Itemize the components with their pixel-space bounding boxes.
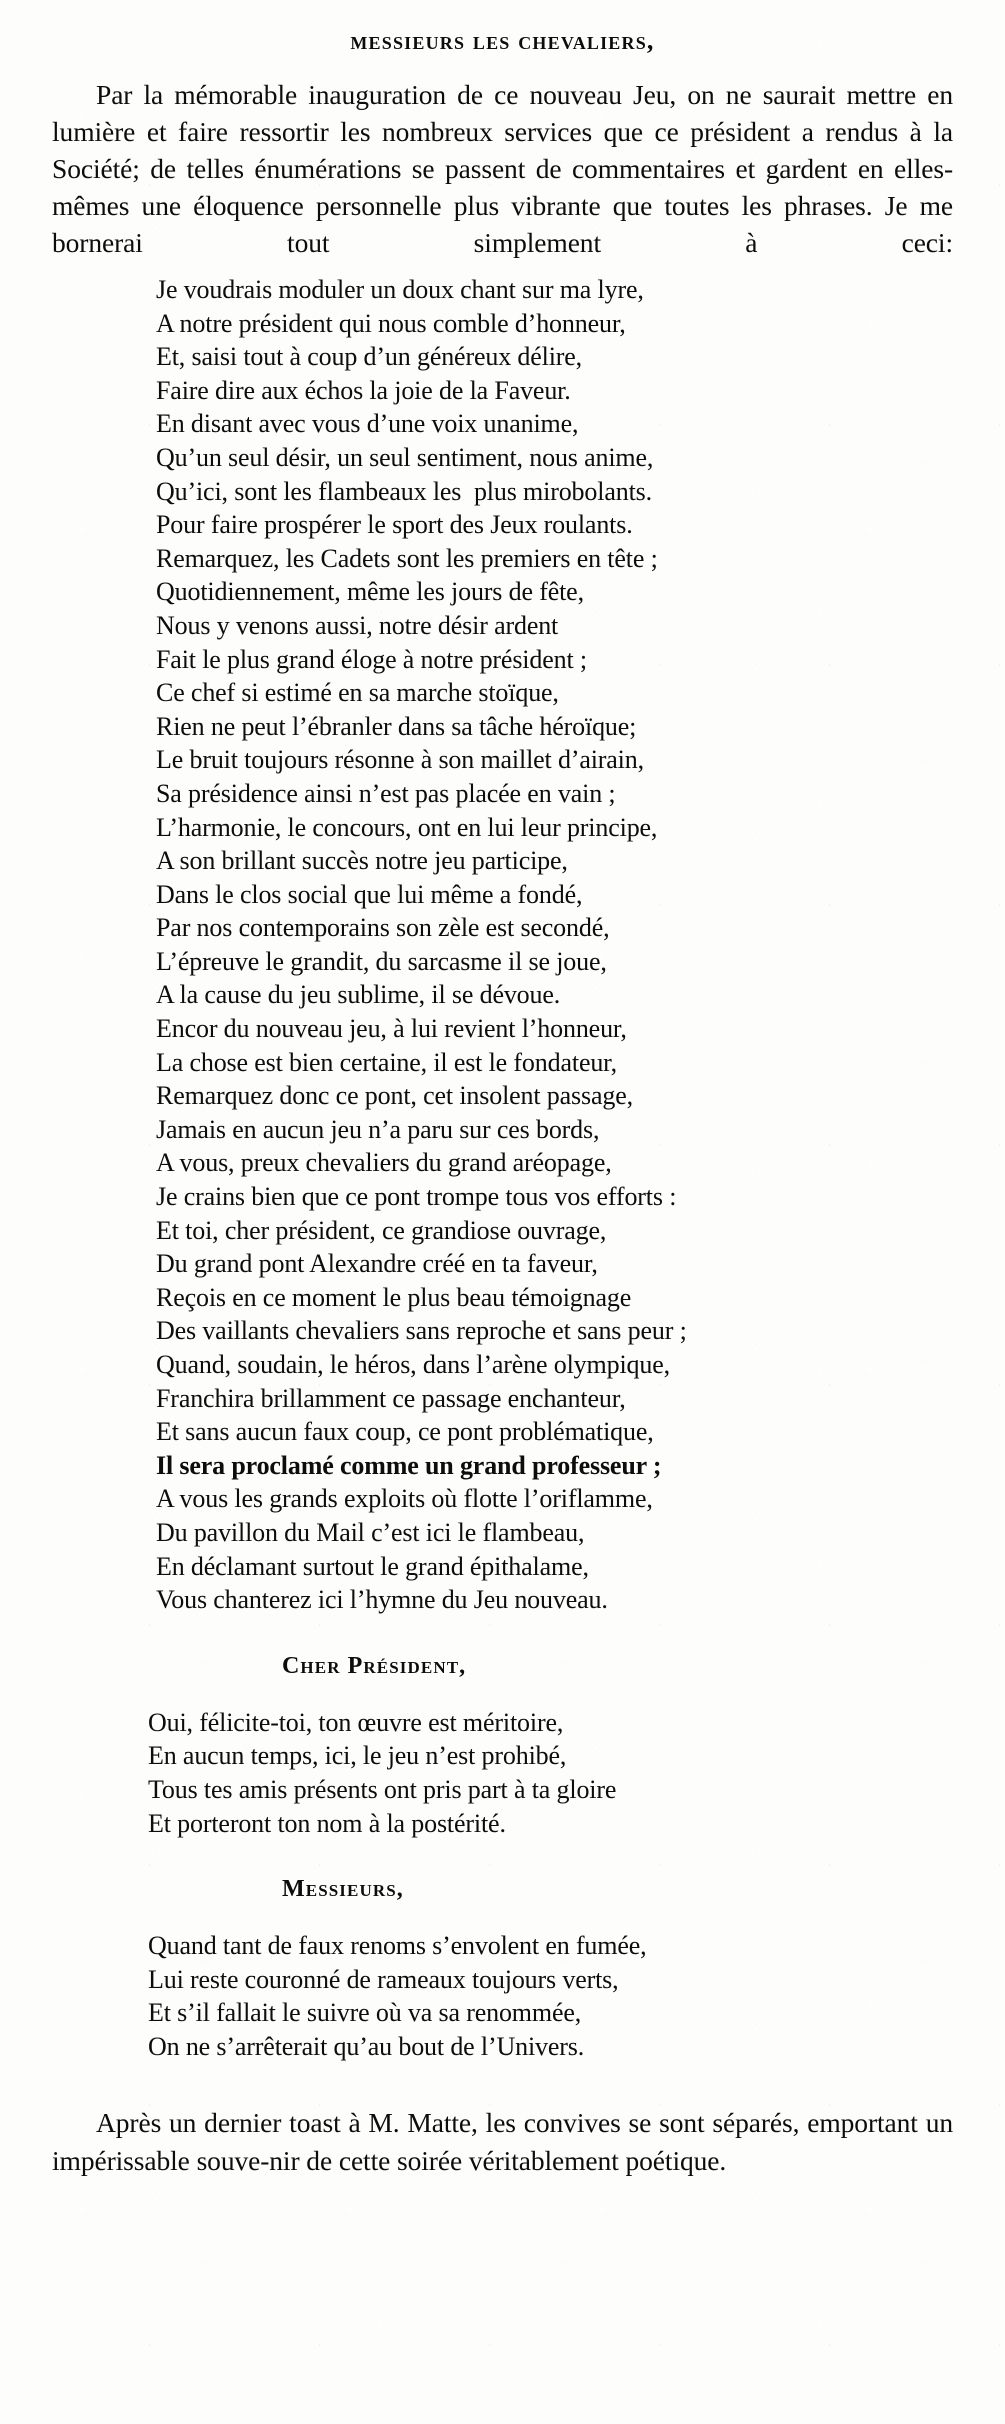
verse-line: Reçois en ce moment le plus beau témoignage — [156, 1282, 632, 1312]
verse-line: Je voudrais moduler un doux chant sur ma lyre, — [156, 275, 644, 304]
verse-line: Quand, soudain, le héros, dans l’arène olympique, — [156, 1350, 670, 1379]
verse-line: Vous chanterez ici l’hymne du Jeu nouveau. — [156, 1585, 608, 1615]
verse-line: Remarquez donc ce pont, cet insolent passage, — [156, 1081, 633, 1111]
verse-line: En disant avec vous d’une voix unanime, — [156, 409, 579, 439]
verse-line: A son brillant succès notre jeu participe, — [156, 846, 568, 876]
heading-cher-president: Cher Président, — [282, 1652, 467, 1679]
verse-line: Je crains bien que ce pont trompe tous vos efforts : — [156, 1182, 677, 1212]
verse-line: On ne s’arrêterait qu’au bout de l’Univers. — [148, 2031, 585, 2061]
verse-line: L’épreuve le grandit, du sarcasme il se joue, — [156, 946, 607, 976]
intro-paragraph: Par la mémorable inauguration de ce nouveau Jeu, on ne saurait mettre en lumière et faire ressortir les nombreux services que ce président a rendus à la Société; de telles énumérations se passent de commentaires et gardent en elles-mêmes une éloquence personnelle plus vibrante que toutes les phrases. Je me bornerai tout simplement à ceci: — [52, 79, 953, 258]
verse-line: Quotidiennement, même les jours de fête, — [156, 577, 584, 607]
verse-line: Jamais en aucun jeu n’a paru sur ces bords, — [156, 1114, 600, 1144]
verse-line: Oui, félicite-toi, ton œuvre est méritoire, — [148, 1707, 564, 1737]
verse-line: Qu’un seul désir, un seul sentiment, nous anime, — [156, 442, 654, 472]
verse-line: Qu’ici, sont les flambeaux les plus mirobolants. — [156, 476, 652, 506]
verse-line: Et toi, cher président, ce grandiose ouvrage, — [156, 1215, 607, 1245]
verse-line: Par nos contemporains son zèle est secondé, — [156, 913, 610, 943]
verse-line: Fait le plus grand éloge à notre président ; — [156, 644, 587, 674]
verse-line: Et s’il fallait le suivre où va sa renommée, — [148, 1998, 582, 2028]
verse-line: Encor du nouveau jeu, à lui revient l’honneur, — [156, 1014, 627, 1044]
verse-line: Tous tes amis présents ont pris part à ta gloire — [148, 1774, 617, 1804]
verse-line: Franchira brillamment ce passage enchanteur, — [156, 1383, 626, 1413]
verse-line: Quand tant de faux renoms s’envolent en fumée, — [148, 1931, 647, 1961]
verse-line: Le bruit toujours résonne à son maillet d’airain, — [156, 745, 644, 775]
verse-line: Et sans aucun faux coup, ce pont problématique, — [156, 1417, 654, 1447]
verse-line: En aucun temps, ici, le jeu n’est prohibé, — [148, 1741, 567, 1771]
heading-messieurs-les-chevaliers — [52, 26, 953, 56]
verse-line: Rien ne peut l’ébranler dans sa tâche héroïque; — [156, 711, 637, 741]
closing-paragraph: Après un dernier toast à M. Matte, les convives se sont séparés, emportant un impérissable souve-nir de cette soirée véritablement poétique. — [52, 2106, 953, 2176]
verse-line: A vous, preux chevaliers du grand aréopage, — [156, 1148, 612, 1178]
verse-line: Du grand pont Alexandre créé en ta faveur, — [156, 1249, 598, 1279]
verse-line: Lui reste couronné de rameaux toujours verts, — [148, 1964, 619, 1994]
verse-line: Et, saisi tout à coup d’un généreux délire, — [156, 342, 583, 372]
verse-line: A la cause du jeu sublime, il se dévoue. — [156, 980, 561, 1010]
verse-line: A vous les grands exploits où flotte l’oriflamme, — [156, 1484, 653, 1514]
verse-line: Faire dire aux échos la joie de la Faveur. — [156, 375, 571, 405]
verse-line: La chose est bien certaine, il est le fondateur, — [156, 1047, 618, 1077]
verse-line: Et porteront ton nom à la postérité. — [148, 1808, 506, 1838]
verse-line: Du pavillon du Mail c’est ici le flambeau, — [156, 1517, 585, 1547]
verse-line: En déclamant surtout le grand épithalame, — [156, 1551, 589, 1581]
verse-line: Ce chef si estimé en sa marche stoïque, — [156, 678, 559, 708]
verse-line: Pour faire prospérer le sport des Jeux roulants. — [156, 510, 633, 540]
poem-messieurs — [52, 1929, 953, 2063]
verse-line: L’harmonie, le concours, ont en lui leur principe, — [156, 812, 658, 842]
verse-line-emphasized: Il sera proclamé comme un grand professeur ; — [156, 1450, 662, 1480]
poem-cher-president — [52, 1706, 953, 1840]
poem-main — [52, 273, 953, 1617]
verse-line: Nous y venons aussi, notre désir ardent — [156, 610, 559, 640]
heading-messieurs-les-chevaliers-text: messieurs les chevaliers, — [350, 26, 655, 55]
heading-messieurs: Messieurs, — [282, 1876, 404, 1903]
verse-line: Remarquez, les Cadets sont les premiers en tête ; — [156, 543, 658, 573]
verse-line: Sa présidence ainsi n’est pas placée en vain ; — [156, 778, 616, 808]
verse-line: Dans le clos social que lui même a fondé, — [156, 879, 583, 909]
verse-line: A notre président qui nous comble d’honneur, — [156, 308, 626, 338]
verse-line: Des vaillants chevaliers sans reproche et sans peur ; — [156, 1316, 687, 1346]
